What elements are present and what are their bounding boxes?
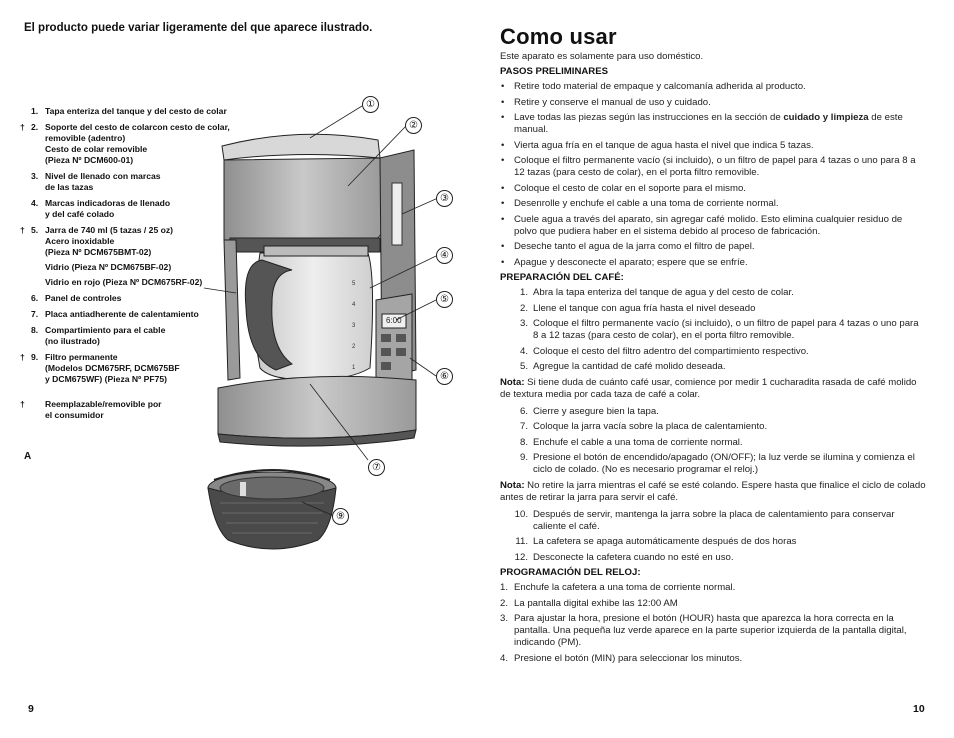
list-item: 7. Coloque la jarra vacía sobre la placa de calentamiento. bbox=[519, 421, 768, 432]
section-heading-prelim: PASOS PRELIMINARES bbox=[500, 66, 609, 77]
list-item: • Deseche tanto el agua de la jarra como el filtro de papel. bbox=[500, 241, 926, 253]
part-item-7: 7. Placa antiadherente de calentamiento bbox=[31, 309, 199, 319]
part-item-6: 6. Panel de controles bbox=[31, 293, 122, 303]
part-item-3: 3. Nivel de llenado con marcas de las tazas bbox=[31, 171, 161, 192]
list-item: 4. Coloque el cesto del filtro adentro del compartimiento respectivo. bbox=[519, 345, 809, 357]
section-heading-clock: PROGRAMACIÓN DEL RELOJ: bbox=[500, 567, 641, 578]
page-title: Como usar bbox=[500, 24, 617, 49]
list-item: 9. Presione el botón de encendido/apagado (ON/OFF); la luz verde se ilumina y comienza el ciclo de colado. (No es necesario programar el reloj.) bbox=[519, 452, 915, 475]
callout-3: ③ bbox=[436, 190, 453, 207]
part-item-2: † 2. Soporte del cesto de colarcon cesto de colar, removible (adentro) Cesto de colar removible (Pieza Nº DCM600-01) bbox=[20, 122, 230, 165]
page-number-left: 9 bbox=[28, 703, 34, 715]
list-item: 6. Cierre y asegure bien la tapa. bbox=[519, 405, 659, 417]
part-item-5: † 5. Jarra de 740 ml (5 tazas / 25 oz) Acero inoxidable (Pieza Nº DCM675BMT-02) Vidrio (Pieza Nº DCM675BF-02) Vidrio en rojo (Pieza Nº DCM675RF-02) bbox=[20, 225, 203, 287]
list-item: • Lave todas las piezas según las instrucciones en la sección de cuidado y limpieza de este manual. bbox=[500, 112, 926, 136]
intro-text: Este aparato es solamente para uso doméstico. bbox=[500, 51, 704, 62]
list-item: • Vierta agua fría en el tanque de agua hasta el nivel que indica 5 tazas. bbox=[500, 140, 926, 152]
list-item: • Coloque el cesto de colar en el soporte para el mismo. bbox=[500, 183, 926, 195]
dagger-mark: † bbox=[20, 122, 25, 132]
note-coffee-amount: Nota: Si tiene duda de cuánto café usar, comience por medir 1 cucharadita rasada de café molido de textura media por cada taza de café a colar. bbox=[500, 376, 917, 400]
replaceable-footnote: † Reemplazable/removible por el consumidor bbox=[20, 399, 162, 420]
note-remove-carafe: Nota: No retire la jarra mientras el café se esté colando. Espere hasta que finalice el ciclo de colado antes de retirar la jarra para servir el café. bbox=[500, 479, 926, 503]
callout-7: ⑦ bbox=[368, 459, 385, 476]
list-item: • Desenrolle y enchufe el cable a una toma de corriente normal. bbox=[500, 198, 926, 210]
figure-label: A bbox=[24, 451, 32, 462]
part-item-8: 8. Compartimiento para el cable (no ilustrado) bbox=[31, 325, 166, 346]
callout-4: ④ bbox=[436, 247, 453, 264]
list-item: 3. Para ajustar la hora, presione el botón (HOUR) hasta que aparezca la hora correcta en la pantalla. Una pequeña luz verde aparece en la parte superior izquierda de la pantalla digital, indicando (PM). bbox=[500, 613, 907, 648]
instructions-column bbox=[500, 51, 926, 668]
dagger-mark: † bbox=[20, 225, 25, 235]
list-item: 2. Llene el tanque con agua fría hasta el nivel deseado bbox=[519, 302, 756, 314]
callout-6: ⑥ bbox=[436, 368, 453, 385]
list-item: 4. Presione el botón (MIN) para seleccionar los minutos. bbox=[500, 652, 743, 664]
disclaimer-heading: El producto puede variar ligeramente del que aparece ilustrado. bbox=[24, 22, 373, 34]
list-item: • Cuele agua a través del aparato, sin agregar café molido. Esto elimina cualquier residuo de polvo que pudiera haber en el sistema debido al proceso de fabricación. bbox=[500, 214, 926, 238]
list-item: • Retire y conserve el manual de uso y cuidado. bbox=[500, 97, 926, 109]
callout-9: ⑨ bbox=[332, 508, 349, 525]
coffee-maker-diagram bbox=[200, 88, 460, 558]
coffee-maker-illustration bbox=[200, 88, 460, 558]
list-item: 11. La cafetera se apaga automáticamente después de dos horas bbox=[515, 536, 797, 547]
list-item: 12. Desconecte la cafetera cuando no esté en uso. bbox=[514, 551, 734, 563]
digital-display: 6:00 bbox=[386, 316, 402, 325]
page-number-right: 10 bbox=[913, 703, 925, 715]
dagger-mark: † bbox=[20, 399, 25, 409]
callout-2: ② bbox=[405, 117, 422, 134]
list-item: 10. Después de servir, mantenga la jarra sobre la placa de calentamiento para conservar caliente el café. bbox=[514, 508, 895, 532]
dagger-mark: † bbox=[20, 352, 25, 362]
list-item: 5. Agregue la cantidad de café molido deseada. bbox=[519, 361, 726, 372]
part-item-4: 4. Marcas indicadoras de llenado y del café colado bbox=[31, 198, 171, 219]
section-heading-brew: PREPARACIÓN DEL CAFÉ: bbox=[500, 272, 624, 283]
list-item: 1. Enchufe la cafetera a una toma de corriente normal. bbox=[500, 582, 736, 593]
list-item: • Coloque el filtro permanente vacío (si incluido), o un filtro de papel para 4 tazas o uno para 8 a 12 tazas (para cesto de colar), en el porta filtro removible. bbox=[500, 155, 926, 179]
list-item: 1. Abra la tapa enteriza del tanque de agua y del cesto de colar. bbox=[519, 287, 794, 298]
list-item: 8. Enchufe el cable a una toma de corriente normal. bbox=[519, 436, 743, 448]
part-item-1: 1. Tapa enteriza del tanque y del cesto de colar bbox=[31, 106, 227, 116]
list-item: 3. Coloque el filtro permanente vacío (si incluido), o un filtro de papel para 4 tazas o uno para 8 a 12 tazas (para cesto de colar), en el porta filtro removible. bbox=[519, 318, 919, 341]
list-item: 2. La pantalla digital exhibe las 12:00 AM bbox=[500, 597, 678, 609]
list-item: • Apague y desconecte el aparato; espere que se enfríe. bbox=[500, 257, 926, 269]
callout-1: ① bbox=[362, 96, 379, 113]
list-item: • Retire todo material de empaque y calcomanía adherida al producto. bbox=[500, 81, 926, 93]
callout-5: ⑤ bbox=[436, 291, 453, 308]
part-item-9: † 9. Filtro permanente (Modelos DCM675RF, DCM675BF y DCM675WF) (Pieza Nº PF75) bbox=[20, 352, 180, 384]
carafe-cup-marks: 5 4 3 2 1 bbox=[352, 281, 356, 371]
